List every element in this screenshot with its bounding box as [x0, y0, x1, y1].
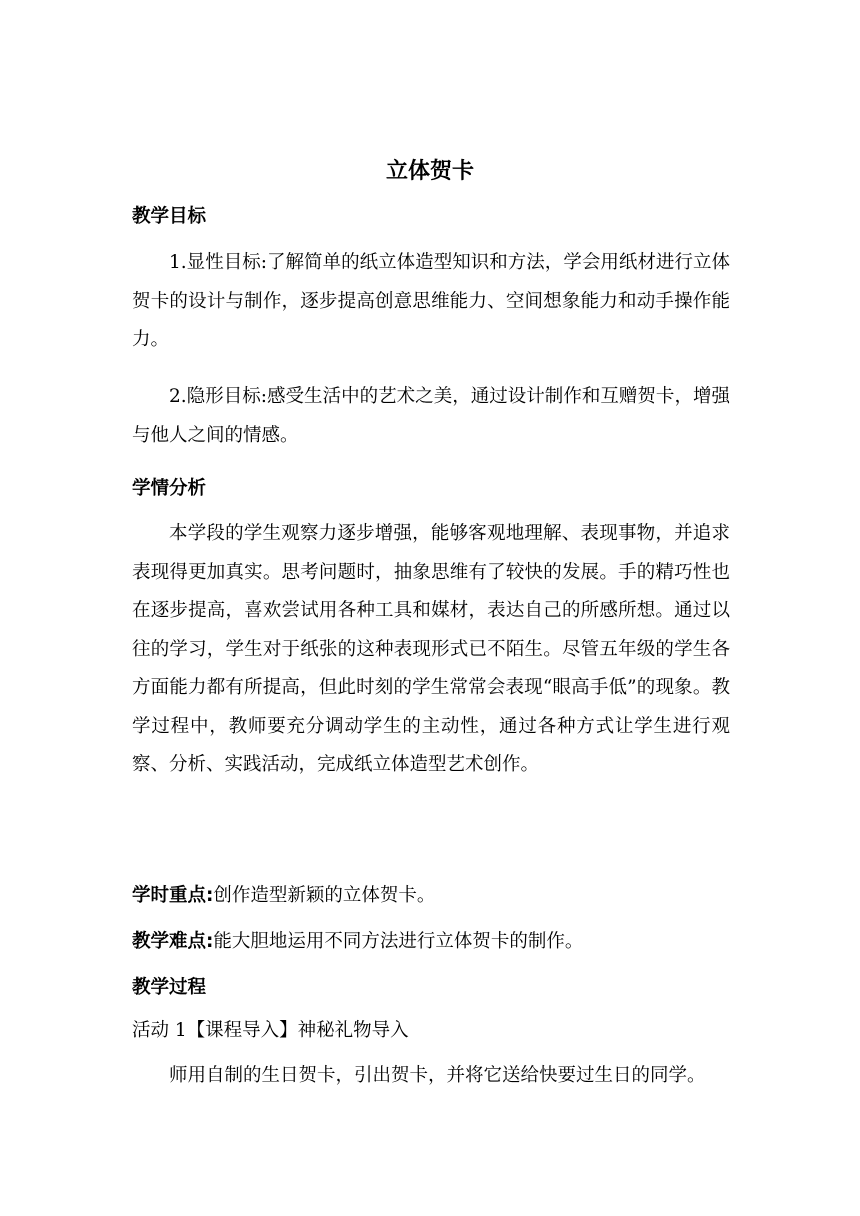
key-point-line: [132, 877, 730, 916]
goal-1-paragraph: 1.显性目标:了解简单的纸立体造型知识和方法，学会用纸材进行立体贺卡的设计与制作，逐步提高创意思维能力、空间想象能力和动手操作能力。: [132, 252, 730, 350]
key-point-text: 创作造型新颖的立体贺卡。: [213, 885, 436, 906]
difficulty-label: 教学难点:: [132, 931, 214, 952]
section-heading-process: 教学过程: [132, 977, 207, 998]
document-title: 立体贺卡: [385, 159, 474, 184]
section-heading-goals: 教学目标: [132, 206, 207, 227]
activity-1-paragraph: 师用自制的生日贺卡，引出贺卡，并将它送给快要过生日的同学。: [169, 1065, 706, 1086]
section-heading-analysis: 学情分析: [132, 478, 207, 499]
goal-2-paragraph: 2.隐形目标:感受生活中的艺术之美，通过设计制作和互赠贺卡，增强与他人之间的情感。: [132, 386, 730, 446]
difficulty-text: 能大胆地运用不同方法进行立体贺卡的制作。: [213, 931, 584, 952]
key-point-label: 学时重点:: [132, 885, 214, 906]
difficulty-line: [132, 923, 730, 962]
activity-1-title: 活动 1【课程导入】神秘礼物导入: [132, 1020, 409, 1041]
analysis-paragraph: 本学段的学生观察力逐步增强，能够客观地理解、表现事物，并追求表现得更加真实。思考问题时，抽象思维有了较快的发展。手的精巧性也在逐步提高，喜欢尝试用各种工具和媒材，表达自己的所感所想。通过以往的学习，学生对于纸张的这种表现形式已不陌生。尽管五年级的学生各方面能力都有所提高，但此时刻的学生常常会表现“眼高手低”的现象。教学过程中，教师要充分调动学生的主动性，通过各种方式让学生进行观察、分析、实践活动，完成纸立体造型艺术创作。: [132, 523, 730, 775]
